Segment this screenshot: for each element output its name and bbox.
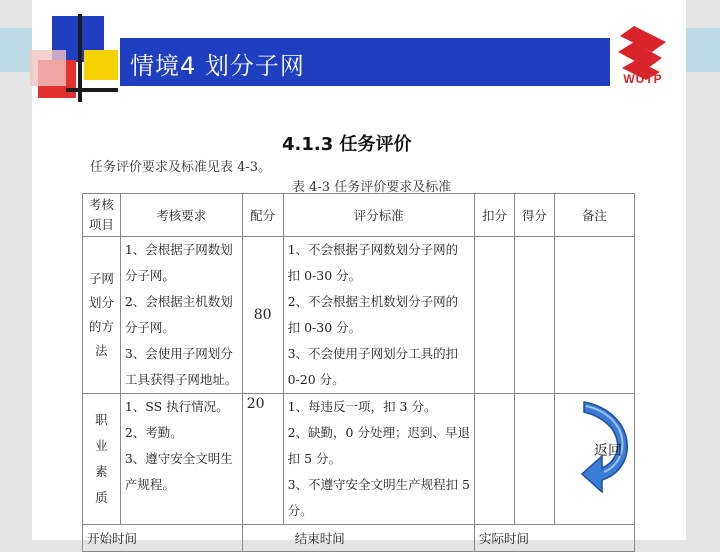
header-cell: 得分 (514, 194, 554, 237)
row-points-cell (514, 394, 554, 525)
deco-square-pink (30, 50, 66, 86)
row-remarks-cell (554, 237, 634, 394)
evaluation-table (82, 193, 635, 552)
header-cell: 考核要求 (120, 194, 242, 237)
row-criteria-cell: 1、每违反一项，扣 3 分。 2、缺勤，0 分处理；迟到、早退 扣 5 分。 3、不遵守安全文明生产规程扣 5 分。 (283, 394, 474, 525)
table-row (83, 237, 635, 394)
table-caption: 表 4-3 任务评价要求及标准 (292, 180, 452, 195)
deco-horizontal-line (66, 88, 118, 92)
row-deduction-cell (475, 237, 515, 394)
end-time-label: 结束时间 (242, 525, 474, 552)
side-band-right (686, 28, 720, 72)
start-time-label: 开始时间 (83, 525, 243, 552)
row-points-cell (514, 237, 554, 394)
return-link[interactable]: 返回 (594, 443, 622, 459)
row-score-cell: 20 (242, 394, 283, 525)
deco-square-yellow (84, 50, 118, 80)
header-cell: 扣分 (475, 194, 515, 237)
actual-time-label: 实际时间 (475, 525, 635, 552)
row-requirements-cell: 1、SS 执行情况。 2、考勤。 3、遵守安全文明生 产规程。 (120, 394, 242, 525)
table-header-row (83, 194, 635, 237)
logo-text: WUTP (623, 72, 663, 86)
intro-text: 任务评价要求及标准见表 4-3。 (90, 160, 272, 175)
side-band-left (0, 28, 32, 72)
row-item-cell: 子网划分的方法 (83, 237, 121, 394)
header-cell: 考核项目 (83, 194, 121, 237)
header-cell: 配分 (242, 194, 283, 237)
row-criteria-cell: 1、不会根据子网数划分子网的 扣 0-30 分。 2、不会根据主机数划分子网的 扣 0-30 分。 3、不会使用子网划分工具的扣 0-20 分。 (283, 237, 474, 394)
header-cell: 评分标准 (283, 194, 474, 237)
table-footer-row (83, 525, 635, 552)
row-item-cell: 职业素质 (83, 394, 121, 525)
table-row (83, 394, 635, 525)
row-deduction-cell (475, 394, 515, 525)
header-cell: 备注 (554, 194, 634, 237)
slide-title: 情境4 划分子网 (130, 52, 305, 80)
section-title: 4.1.3 任务评价 (282, 134, 412, 155)
row-requirements-cell: 1、会根据子网数划 分子网。 2、会根据主机数划 分子网。 3、会使用子网划分 工具获得子网地址。 (120, 237, 242, 394)
row-score-cell: 80 (242, 237, 283, 394)
